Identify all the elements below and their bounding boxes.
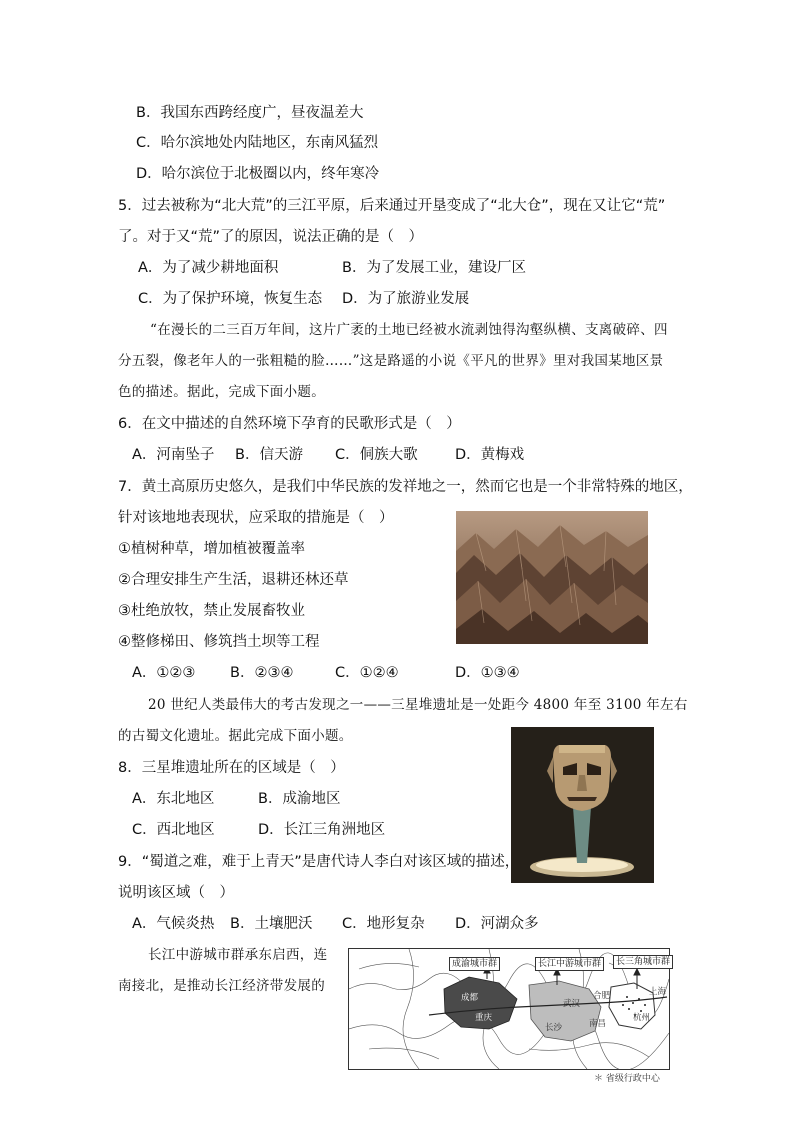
q9-stem-line1: 9．“蜀道之难，难于上青天”是唐代诗人李白对该区域的描述，: [118, 854, 520, 870]
q5-option-d: D．为了旅游业发展: [342, 291, 470, 307]
q7-stem-line2: 针对该地地表现状，应采取的措施是（ ）: [118, 510, 394, 526]
q7-item-2: ②合理安排生产生活，退耕还林还草: [118, 572, 349, 588]
loess-plateau-photo: [456, 511, 648, 644]
q9-option-d: D．河湖众多: [455, 916, 539, 932]
passage2-line2: 的古蜀文化遗址。据此完成下面小题。: [118, 728, 353, 744]
q6-option-c: C．侗族大歌: [335, 447, 418, 463]
map-label-chengyu: 成渝城市群: [449, 957, 500, 971]
urban-agglomeration-map: [348, 948, 670, 1070]
q7-item-1: ①植树种草，增加植被覆盖率: [118, 541, 305, 557]
q7-option-c: C．①②④: [335, 665, 399, 681]
map-city-nanchang: 南昌: [589, 1019, 607, 1029]
q4-option-c: C．哈尔滨地处内陆地区，东南风猛烈: [136, 135, 379, 151]
q6-option-a: A．河南坠子: [132, 447, 215, 463]
map-city-shanghai: 上海: [649, 987, 667, 997]
map-city-chongqing: 重庆: [475, 1013, 493, 1023]
q5-option-a: A．为了减少耕地面积: [138, 260, 279, 276]
q7-item-4: ④整修梯田、修筑挡土坝等工程: [118, 634, 320, 650]
passage1-line1: “在漫长的二三百万年间，这片广袤的土地已经被水流剥蚀得沟壑纵横、支离破碎、四: [150, 322, 668, 338]
passage3-line1: 长江中游城市群承东启西，连: [148, 947, 328, 963]
q5-option-c: C．为了保护环境，恢复生态: [138, 291, 323, 307]
q7-option-b: B．②③④: [230, 665, 294, 681]
passage1-line3: 色的描述。据此，完成下面小题。: [118, 384, 325, 400]
q8-option-b: B．成渝地区: [258, 791, 341, 807]
q7-stem-line1: 7．黄土高原历史悠久，是我们中华民族的发祥地之一，然而它也是一个非常特殊的地区，: [118, 479, 693, 495]
sanxingdui-mask-photo: [511, 727, 654, 883]
legend-star-icon: ＊: [594, 1074, 604, 1084]
map-city-wuhan: 武汉: [563, 999, 581, 1009]
map-city-chengdu: 成都: [461, 993, 479, 1003]
legend-label: 省级行政中心: [605, 1074, 660, 1084]
q6-option-d: D．黄梅戏: [455, 447, 525, 463]
passage2-line1: 20 世纪人类最伟大的考古发现之一——三星堆遗址是一处距今 4800 年至 3100 年左右: [148, 697, 688, 713]
q4-option-b: B．我国东西跨经度广，昼夜温差大: [136, 105, 364, 121]
q9-option-c: C．地形复杂: [342, 916, 425, 932]
map-city-hefei: 合肥: [593, 991, 611, 1001]
q6-stem: 6．在文中描述的自然环境下孕育的民歌形式是（ ）: [118, 416, 461, 432]
passage3-line2: 南接北，是推动长江经济带发展的: [118, 978, 325, 994]
q9-option-a: A．气候炎热: [132, 916, 215, 932]
q7-item-3: ③杜绝放牧，禁止发展畜牧业: [118, 603, 305, 619]
q7-option-a: A．①②③: [132, 665, 196, 681]
q5-option-b: B．为了发展工业，建设厂区: [342, 260, 526, 276]
map-city-changsha: 长沙: [545, 1023, 563, 1033]
q7-option-d: D．①③④: [455, 665, 520, 681]
passage1-line2: 分五裂，像老年人的一张粗糙的脸……”这是路遥的小说《平凡的世界》里对我国某地区景: [118, 353, 664, 369]
q5-stem-line2: 了。对于又“荒”了的原因，说法正确的是（ ）: [118, 229, 424, 245]
q9-stem-line2: 说明该区域（ ）: [118, 885, 234, 901]
map-label-middle-yangtze: 长江中游城市群: [535, 957, 604, 971]
q8-stem: 8．三星堆遗址所在的区域是（ ）: [118, 760, 345, 776]
map-city-hangzhou: 杭州: [633, 1013, 651, 1023]
q5-stem-line1: 5．过去被称为“北大荒”的三江平原，后来通过开垦变成了“北大仓”，现在又让它“荒”: [118, 198, 666, 214]
q9-option-b: B．土壤肥沃: [230, 916, 313, 932]
q8-option-a: A．东北地区: [132, 791, 215, 807]
q6-option-b: B．信天游: [235, 447, 303, 463]
q8-option-c: C．西北地区: [132, 822, 215, 838]
map-legend: [594, 1071, 660, 1084]
q4-option-d: D．哈尔滨位于北极圈以内，终年寒冷: [136, 166, 380, 182]
map-label-yangtze-delta: 长三角城市群: [613, 955, 673, 969]
q8-option-d: D．长江三角洲地区: [258, 822, 386, 838]
